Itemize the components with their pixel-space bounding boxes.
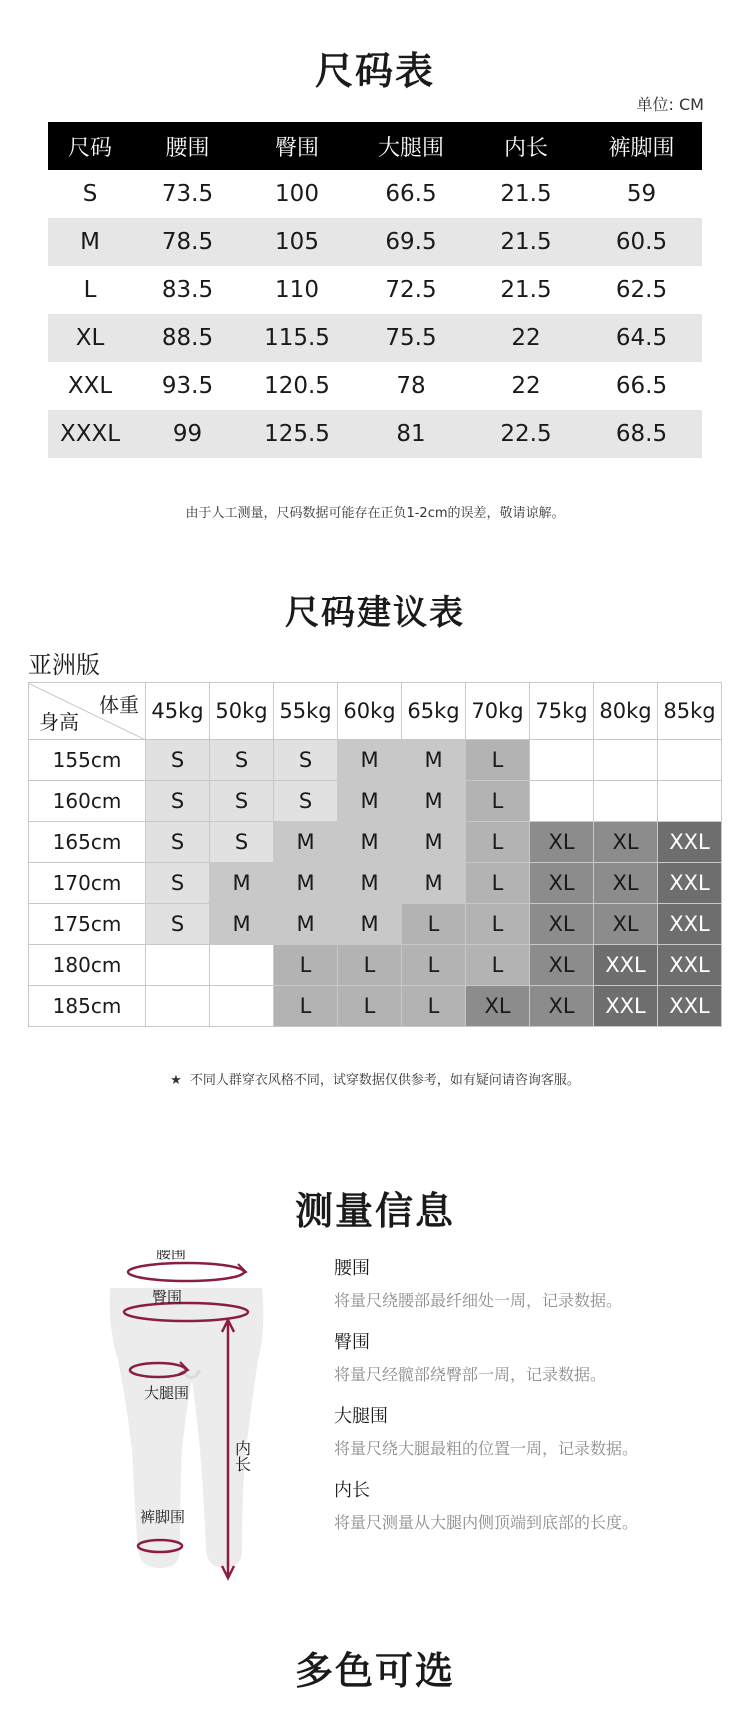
recommendation-row: [29, 904, 722, 945]
table-cell: 21.5: [500, 181, 552, 207]
size-cell: XXL: [594, 986, 658, 1027]
size-cell: L: [402, 986, 466, 1027]
table-row: [48, 266, 702, 314]
size-cell: L: [466, 781, 530, 822]
corner-height-label: 身高: [39, 710, 79, 734]
corner-weight-label: 体重: [99, 693, 139, 717]
measure-item-desc: 将量尺测量从大腿内侧顶端到底部的长度。: [334, 1513, 639, 1532]
corner-cell: [29, 683, 146, 740]
table-row: [48, 314, 702, 362]
size-cell: XL: [530, 822, 594, 863]
weight-header: 60kg: [338, 683, 402, 740]
size-cell: XXL: [658, 945, 722, 986]
size-cell: L: [402, 904, 466, 945]
table-cell: XXL: [67, 373, 113, 399]
size-cell: XXL: [658, 986, 722, 1027]
size-cell: XXL: [594, 945, 658, 986]
table-cell: 73.5: [161, 181, 214, 207]
height-label: 160cm: [29, 781, 146, 822]
size-cell: S: [146, 904, 210, 945]
figure-label-waist: 腰围: [156, 1250, 187, 1262]
table-cell: 69.5: [351, 218, 471, 266]
measure-item-desc: 将量尺经髋部绕臀部一周，记录数据。: [334, 1365, 607, 1384]
weight-header: 80kg: [594, 683, 658, 740]
size-cell: S: [210, 781, 274, 822]
recommendation-title: 尺码建议表: [285, 593, 465, 633]
size-cell: M: [402, 740, 466, 781]
table-cell: L: [83, 277, 97, 303]
recommendation-row: [29, 740, 722, 781]
weight-header: 75kg: [530, 683, 594, 740]
table-cell: XL: [48, 314, 132, 362]
table-cell: 93.5: [161, 373, 214, 399]
size-cell: [594, 740, 658, 781]
height-label: 180cm: [29, 945, 146, 986]
table-row: [48, 170, 702, 218]
height-label: 175cm: [29, 904, 146, 945]
weight-header: 55kg: [274, 683, 338, 740]
table-cell: 72.5: [385, 277, 437, 303]
size-cell: L: [466, 863, 530, 904]
star-icon: ★: [170, 1073, 182, 1088]
weight-header: 50kg: [210, 683, 274, 740]
size-cell: XL: [594, 863, 658, 904]
recommendation-body: [29, 740, 722, 1027]
height-label: 165cm: [29, 822, 146, 863]
size-cell: M: [338, 740, 402, 781]
size-chart-header: 内长: [471, 122, 581, 170]
size-chart-header-row: [48, 122, 702, 170]
size-cell: S: [210, 740, 274, 781]
waist-ring: [128, 1263, 244, 1281]
figure-label-inseam: 内长: [232, 1440, 252, 1472]
size-cell: S: [146, 822, 210, 863]
size-cell: M: [274, 822, 338, 863]
size-cell: L: [466, 904, 530, 945]
size-cell: M: [338, 904, 402, 945]
recommendation-row: [29, 986, 722, 1027]
body-measurement-figure: [96, 1250, 326, 1590]
table-cell: 83.5: [161, 277, 214, 303]
size-cell: XXL: [658, 904, 722, 945]
size-cell: XL: [530, 863, 594, 904]
recommendation-header-row: [29, 683, 722, 740]
weight-header: 45kg: [146, 683, 210, 740]
size-cell: S: [274, 781, 338, 822]
size-cell: [594, 781, 658, 822]
size-cell: [530, 781, 594, 822]
size-cell: L: [466, 945, 530, 986]
size-cell: L: [402, 945, 466, 986]
recommendation-row: [29, 781, 722, 822]
size-cell: XL: [466, 986, 530, 1027]
weight-header: 65kg: [402, 683, 466, 740]
size-chart-header: 臀围: [243, 122, 351, 170]
size-cell: S: [146, 740, 210, 781]
table-cell: 88.5: [132, 314, 243, 362]
table-cell: XXXL: [48, 410, 132, 458]
size-cell: M: [402, 781, 466, 822]
table-cell: 66.5: [385, 181, 437, 207]
size-cell: [146, 986, 210, 1027]
size-cell: XL: [530, 945, 594, 986]
measure-item-title: 内长: [334, 1480, 370, 1501]
height-label: 155cm: [29, 740, 146, 781]
table-cell: 22: [511, 373, 541, 399]
table-cell: 99: [132, 410, 243, 458]
fit-reference-text: 不同人群穿衣风格不同，试穿数据仅供参考，如有疑问请咨询客服。: [189, 1073, 580, 1088]
size-cell: M: [402, 822, 466, 863]
table-cell: 75.5: [351, 314, 471, 362]
table-cell: 78: [396, 373, 426, 399]
size-cell: L: [274, 945, 338, 986]
table-cell: 125.5: [243, 410, 351, 458]
weight-header: 85kg: [658, 683, 722, 740]
size-cell: XL: [594, 904, 658, 945]
legs-illustration: [96, 1250, 326, 1590]
table-cell: 59: [626, 181, 657, 207]
size-cell: S: [146, 781, 210, 822]
unit-label: 单位: CM: [636, 95, 704, 114]
size-cell: XL: [530, 986, 594, 1027]
size-cell: S: [146, 863, 210, 904]
measure-item-waist: [334, 1254, 734, 1311]
height-label: 170cm: [29, 863, 146, 904]
size-cell: XXL: [658, 822, 722, 863]
table-cell: 115.5: [243, 314, 351, 362]
size-cell: L: [466, 822, 530, 863]
measure-item-title: 大腿围: [334, 1406, 388, 1427]
size-chart-header: 大腿围: [351, 122, 471, 170]
height-label: 185cm: [29, 986, 146, 1027]
size-cell: S: [210, 822, 274, 863]
measure-item-inseam: [334, 1476, 734, 1533]
size-cell: [530, 740, 594, 781]
size-cell: L: [338, 986, 402, 1027]
table-cell: 100: [275, 181, 319, 207]
size-cell: [658, 781, 722, 822]
size-cell: [210, 945, 274, 986]
recommendation-row: [29, 822, 722, 863]
size-chart-table: [48, 122, 702, 458]
measure-item-thigh: [334, 1402, 734, 1459]
table-cell: 68.5: [581, 410, 702, 458]
measure-item-desc: 将量尺绕大腿最粗的位置一周，记录数据。: [334, 1439, 639, 1458]
measure-item-title: 臀围: [334, 1332, 370, 1353]
size-cell: M: [338, 781, 402, 822]
figure-label-thigh: 大腿围: [144, 1384, 190, 1402]
table-cell: 60.5: [581, 218, 702, 266]
size-cell: S: [274, 740, 338, 781]
table-row: [48, 218, 702, 266]
table-cell: 120.5: [264, 373, 330, 399]
table-cell: M: [48, 218, 132, 266]
size-chart-title: 尺码表: [314, 49, 435, 93]
table-row: [48, 362, 702, 410]
figure-label-hem: 裤脚围: [140, 1508, 186, 1526]
table-cell: 66.5: [615, 373, 668, 399]
table-cell: 81: [351, 410, 471, 458]
size-cell: M: [402, 863, 466, 904]
table-cell: 78.5: [132, 218, 243, 266]
measure-item-title: 腰围: [334, 1258, 370, 1279]
table-cell: 110: [275, 277, 319, 303]
version-label: 亚洲版: [28, 651, 100, 679]
size-cell: [658, 740, 722, 781]
size-cell: M: [210, 904, 274, 945]
size-cell: M: [210, 863, 274, 904]
size-cell: [146, 945, 210, 986]
size-recommendation-table: [28, 682, 722, 1027]
colors-title: 多色可选: [294, 1649, 455, 1693]
size-cell: M: [338, 822, 402, 863]
recommendation-row: [29, 863, 722, 904]
size-cell: L: [274, 986, 338, 1027]
table-cell: 21.5: [471, 218, 581, 266]
size-chart-header: 裤脚围: [581, 122, 702, 170]
size-cell: XL: [530, 904, 594, 945]
size-cell: L: [338, 945, 402, 986]
size-cell: XXL: [658, 863, 722, 904]
size-chart-header: 尺码: [48, 122, 132, 170]
table-cell: 22: [471, 314, 581, 362]
recommendation-row: [29, 945, 722, 986]
table-cell: 62.5: [615, 277, 668, 303]
measurement-error-note: 由于人工测量，尺码数据可能存在正负1-2cm的误差，敬请谅解。: [185, 506, 565, 521]
size-chart-header: 腰围: [132, 122, 243, 170]
table-cell: 64.5: [581, 314, 702, 362]
measure-item-hip: [334, 1328, 734, 1385]
figure-label-hip: 臀围: [152, 1288, 183, 1306]
fit-reference-note: [0, 1069, 750, 1088]
size-cell: M: [338, 863, 402, 904]
size-cell: L: [466, 740, 530, 781]
size-cell: XL: [594, 822, 658, 863]
table-cell: S: [82, 181, 98, 207]
legs-silhouette: [110, 1288, 264, 1568]
size-cell: M: [274, 904, 338, 945]
weight-header: 70kg: [466, 683, 530, 740]
table-row: [48, 410, 702, 458]
size-cell: M: [274, 863, 338, 904]
table-cell: 105: [243, 218, 351, 266]
table-cell: 22.5: [471, 410, 581, 458]
size-cell: [210, 986, 274, 1027]
measurement-title: 测量信息: [294, 1189, 455, 1233]
measure-item-desc: 将量尺绕腰部最纤细处一周，记录数据。: [334, 1291, 623, 1310]
table-cell: 21.5: [500, 277, 552, 303]
